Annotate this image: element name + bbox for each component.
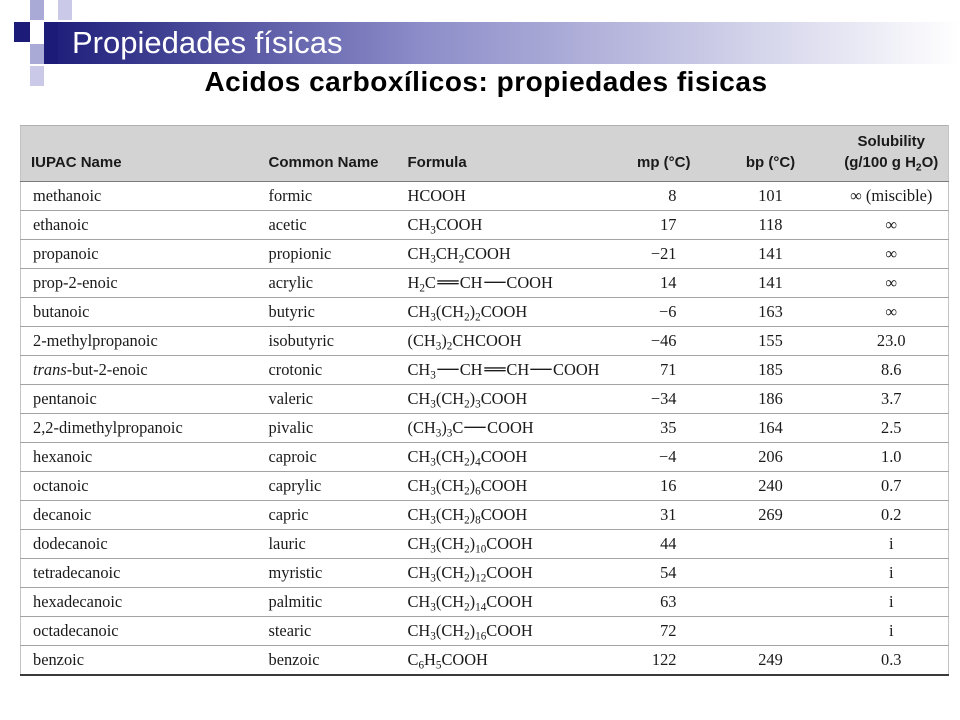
subscript: 3 xyxy=(446,427,453,440)
cell-solubility: 2.5 xyxy=(821,414,949,443)
text-segment: (CH xyxy=(435,302,465,321)
cell-formula xyxy=(398,327,601,356)
text-segment: COOH xyxy=(487,418,534,437)
cell-iupac-name: propanoic xyxy=(21,240,259,269)
cell-bp: 141 xyxy=(721,240,821,269)
slide-subtitle: Acidos carboxílicos: propiedades fisicas xyxy=(204,66,768,97)
cell-mp: 8 xyxy=(601,182,721,211)
cell-iupac-name: butanoic xyxy=(21,298,259,327)
cell-iupac-name: ethanoic xyxy=(21,211,259,240)
cell-solubility: i xyxy=(821,617,949,646)
subscript: 3 xyxy=(430,485,436,498)
text-segment: ) xyxy=(469,592,476,611)
text-segment: CH xyxy=(407,215,431,234)
text-segment: COOH xyxy=(486,534,533,553)
cell-iupac-name: 2-methylpropanoic xyxy=(21,327,259,356)
cell-bp: 185 xyxy=(721,356,821,385)
header-formula: Formula xyxy=(398,126,601,182)
subscript: 3 xyxy=(430,630,436,643)
cell-common-name: butyric xyxy=(259,298,398,327)
decor-square xyxy=(30,0,44,20)
text-segment: CH xyxy=(407,505,431,524)
cell-mp: 17 xyxy=(601,211,721,240)
text-segment: CH xyxy=(435,244,459,263)
cell-iupac-name: prop-2-enoic xyxy=(21,269,259,298)
cell-common-name: valeric xyxy=(259,385,398,414)
cell-mp: 14 xyxy=(601,269,721,298)
text-segment: COOH xyxy=(486,563,533,582)
subscript: 3 xyxy=(430,601,436,614)
text-segment: ) xyxy=(441,331,447,350)
subscript: 6 xyxy=(418,659,425,672)
cell-common-name: caprylic xyxy=(259,472,398,501)
table-row xyxy=(21,530,949,559)
cell-bp: 101 xyxy=(721,182,821,211)
text-segment: CH xyxy=(407,621,431,640)
text-segment: ) xyxy=(469,505,476,524)
table-row xyxy=(21,443,949,472)
subscript: 14 xyxy=(475,601,487,614)
text-segment: (CH xyxy=(407,418,436,437)
cell-solubility: ∞ xyxy=(821,211,949,240)
subscript: 2 xyxy=(464,630,470,643)
cell-formula xyxy=(398,501,601,530)
single-bond: ─ xyxy=(484,273,505,292)
text-segment: ) xyxy=(469,563,476,582)
cell-solubility: 1.0 xyxy=(821,443,949,472)
cell-bp: 249 xyxy=(721,646,821,675)
subscript: 2 xyxy=(464,543,470,556)
text-segment: C xyxy=(424,273,436,292)
cell-common-name: capric xyxy=(259,501,398,530)
cell-bp: 186 xyxy=(721,385,821,414)
text-segment: (CH xyxy=(435,447,465,466)
cell-formula xyxy=(398,617,601,646)
cell-mp: 44 xyxy=(601,530,721,559)
text-segment: (CH xyxy=(435,534,465,553)
cell-bp xyxy=(721,530,821,559)
text-segment: COOH xyxy=(480,505,528,524)
cell-common-name: acrylic xyxy=(259,269,398,298)
cell-bp: 118 xyxy=(721,211,821,240)
cell-bp xyxy=(721,559,821,588)
text-segment: (g/100 g H xyxy=(844,154,916,171)
subscript: 4 xyxy=(475,456,481,469)
cell-formula xyxy=(398,472,601,501)
cell-common-name: stearic xyxy=(259,617,398,646)
cell-solubility: ∞ xyxy=(821,298,949,327)
text-segment: (CH xyxy=(435,505,465,524)
text-segment: COOH xyxy=(480,476,528,495)
subscript: 12 xyxy=(475,572,487,585)
subscript: 2 xyxy=(464,398,470,411)
text-segment: CHCOOH xyxy=(452,331,522,350)
subscript: 2 xyxy=(915,162,922,174)
decor-square xyxy=(58,0,72,20)
text-segment: COOH xyxy=(486,621,533,640)
subscript: 5 xyxy=(435,659,442,672)
header-mp: mp (°C) xyxy=(601,126,721,182)
cell-iupac-name: hexanoic xyxy=(21,443,259,472)
cell-solubility: ∞ (miscible) xyxy=(821,182,949,211)
text-segment: ) xyxy=(469,447,476,466)
cell-mp: 122 xyxy=(601,646,721,675)
cell-common-name: myristic xyxy=(259,559,398,588)
cell-mp: −21 xyxy=(601,240,721,269)
cell-common-name: isobutyric xyxy=(259,327,398,356)
subscript: 3 xyxy=(435,340,442,353)
cell-mp: −4 xyxy=(601,443,721,472)
cell-common-name: benzoic xyxy=(259,646,398,675)
cell-mp: 71 xyxy=(601,356,721,385)
cell-bp: 163 xyxy=(721,298,821,327)
text-segment: COOH xyxy=(506,273,553,292)
text-segment: H xyxy=(424,649,436,669)
text-segment: CH xyxy=(506,360,530,379)
text-segment: COOH xyxy=(480,389,528,408)
text-segment: CH xyxy=(407,244,431,263)
table-header xyxy=(21,126,949,182)
cell-iupac-name: decanoic xyxy=(21,501,259,530)
cell-iupac-name: methanoic xyxy=(21,182,259,211)
header-solubility-line1: Solubility xyxy=(857,133,925,150)
text-segment: CH xyxy=(459,273,483,292)
text-segment: CH xyxy=(407,476,431,495)
cell-solubility: ∞ xyxy=(821,269,949,298)
text-segment: COOH xyxy=(553,360,600,379)
text-segment: HCOOH xyxy=(407,186,466,205)
single-bond: ─ xyxy=(437,360,459,379)
subscript: 3 xyxy=(430,572,436,585)
text-segment: CH xyxy=(459,360,483,379)
table-row xyxy=(21,182,949,211)
cell-solubility: 8.6 xyxy=(821,356,949,385)
cell-formula xyxy=(398,588,601,617)
cell-bp: 206 xyxy=(721,443,821,472)
cell-formula xyxy=(398,240,601,269)
table-row xyxy=(21,559,949,588)
decor-square xyxy=(14,22,30,42)
cell-formula xyxy=(398,385,601,414)
text-segment: ) xyxy=(469,534,476,553)
table-row xyxy=(21,327,949,356)
cell-common-name: pivalic xyxy=(259,414,398,443)
text-segment: (CH xyxy=(435,389,465,408)
cell-mp: −46 xyxy=(601,327,721,356)
cell-common-name: crotonic xyxy=(259,356,398,385)
subscript: 3 xyxy=(430,311,436,324)
text-segment: (CH xyxy=(407,331,436,350)
slide-title: Propiedades físicas xyxy=(72,25,343,60)
text-segment: -but-2-enoic xyxy=(66,360,148,379)
subscript: 3 xyxy=(430,224,436,237)
cell-bp xyxy=(721,617,821,646)
subscript: 6 xyxy=(475,485,481,498)
table-row xyxy=(21,298,949,327)
subscript: 3 xyxy=(475,398,481,411)
subscript: 8 xyxy=(475,514,481,527)
cell-iupac-name: octanoic xyxy=(21,472,259,501)
cell-mp: 54 xyxy=(601,559,721,588)
table-row xyxy=(21,356,949,385)
subscript: 3 xyxy=(430,369,436,382)
cell-formula xyxy=(398,530,601,559)
table-row xyxy=(21,646,949,675)
cell-formula xyxy=(398,356,601,385)
text-segment: CH xyxy=(407,360,431,379)
table-row xyxy=(21,240,949,269)
text-segment: COOH xyxy=(435,215,483,234)
subscript: 2 xyxy=(464,572,470,585)
text-segment: CH xyxy=(407,592,431,611)
text-segment: C xyxy=(407,649,419,669)
subscript: 3 xyxy=(430,456,436,469)
cell-iupac-name: hexadecanoic xyxy=(21,588,259,617)
cell-formula xyxy=(398,298,601,327)
table-row xyxy=(21,617,949,646)
table-row xyxy=(21,211,949,240)
decor-square xyxy=(44,22,58,64)
cell-common-name: formic xyxy=(259,182,398,211)
double-bond: ═ xyxy=(484,360,505,379)
subscript: 2 xyxy=(464,514,470,527)
cell-formula xyxy=(398,646,601,675)
subscript: 2 xyxy=(458,253,465,266)
cell-mp: 31 xyxy=(601,501,721,530)
cell-bp: 269 xyxy=(721,501,821,530)
cell-solubility: i xyxy=(821,559,949,588)
double-bond: ═ xyxy=(437,273,459,292)
text-segment: COOH xyxy=(486,592,533,611)
subscript: 3 xyxy=(430,253,436,266)
text-segment: COOH xyxy=(480,447,528,466)
subscript: 2 xyxy=(446,340,453,353)
table-row xyxy=(21,385,949,414)
subscript: 10 xyxy=(475,543,487,556)
cell-iupac-name: tetradecanoic xyxy=(21,559,259,588)
cell-formula xyxy=(398,443,601,472)
text-segment: COOH xyxy=(480,302,528,321)
table-row xyxy=(21,269,949,298)
text-segment: ) xyxy=(469,621,476,640)
cell-mp: 16 xyxy=(601,472,721,501)
header-solubility xyxy=(821,126,949,182)
cell-bp: 240 xyxy=(721,472,821,501)
text-segment: ) xyxy=(441,418,447,437)
cell-bp: 164 xyxy=(721,414,821,443)
subscript: 2 xyxy=(464,456,470,469)
cell-solubility: 23.0 xyxy=(821,327,949,356)
subscript: 3 xyxy=(430,398,436,411)
cell-formula xyxy=(398,182,601,211)
cell-common-name: propionic xyxy=(259,240,398,269)
table-row xyxy=(21,501,949,530)
italic-prefix: trans xyxy=(33,360,67,379)
cell-solubility: ∞ xyxy=(821,240,949,269)
cell-solubility: 0.2 xyxy=(821,501,949,530)
cell-mp: −6 xyxy=(601,298,721,327)
cell-formula xyxy=(398,414,601,443)
single-bond: ─ xyxy=(530,360,552,379)
table-row xyxy=(21,414,949,443)
header-iupac-name: IUPAC Name xyxy=(21,126,259,182)
text-segment: CH xyxy=(407,389,431,408)
subscript: 2 xyxy=(464,601,470,614)
subscript: 3 xyxy=(430,514,436,527)
header-row xyxy=(21,126,949,182)
cell-iupac-name: benzoic xyxy=(21,646,259,675)
cell-common-name: acetic xyxy=(259,211,398,240)
cell-solubility: i xyxy=(821,530,949,559)
cell-formula xyxy=(398,269,601,298)
carboxylic-acids-table xyxy=(20,125,949,676)
cell-mp: 63 xyxy=(601,588,721,617)
subscript: 3 xyxy=(430,543,436,556)
subscript: 2 xyxy=(464,311,470,324)
text-segment: (CH xyxy=(435,592,465,611)
text-segment: (CH xyxy=(435,476,465,495)
subscript: 16 xyxy=(475,630,487,643)
cell-bp: 155 xyxy=(721,327,821,356)
text-segment: CH xyxy=(407,534,431,553)
cell-iupac-name xyxy=(21,356,259,385)
cell-common-name: lauric xyxy=(259,530,398,559)
text-segment: CH xyxy=(407,563,431,582)
cell-mp: 35 xyxy=(601,414,721,443)
text-segment: COOH xyxy=(441,649,488,669)
cell-iupac-name: 2,2-dimethylpropanoic xyxy=(21,414,259,443)
header-common-name: Common Name xyxy=(259,126,398,182)
text-segment: CH xyxy=(407,447,431,466)
cell-common-name: palmitic xyxy=(259,588,398,617)
text-segment: ) xyxy=(469,389,476,408)
cell-solubility: 0.7 xyxy=(821,472,949,501)
cell-iupac-name: octadecanoic xyxy=(21,617,259,646)
table-body xyxy=(21,182,949,675)
header-bp: bp (°C) xyxy=(721,126,821,182)
cell-mp: −34 xyxy=(601,385,721,414)
header-solubility-line2 xyxy=(835,152,949,173)
text-segment: H xyxy=(407,273,420,292)
subscript: 2 xyxy=(419,282,425,295)
cell-bp: 141 xyxy=(721,269,821,298)
cell-bp xyxy=(721,588,821,617)
cell-common-name: caproic xyxy=(259,443,398,472)
cell-formula xyxy=(398,559,601,588)
cell-iupac-name: pentanoic xyxy=(21,385,259,414)
text-segment: (CH xyxy=(435,563,465,582)
text-segment: C xyxy=(452,418,464,437)
subscript: 2 xyxy=(475,311,481,324)
text-segment: ) xyxy=(469,476,476,495)
cell-iupac-name: dodecanoic xyxy=(21,530,259,559)
text-segment: COOH xyxy=(464,244,511,263)
text-segment: O) xyxy=(921,154,939,171)
cell-solubility: i xyxy=(821,588,949,617)
text-segment: (CH xyxy=(435,621,465,640)
cell-formula xyxy=(398,211,601,240)
table-row xyxy=(21,472,949,501)
cell-solubility: 0.3 xyxy=(821,646,949,675)
table-row xyxy=(21,588,949,617)
decor-square xyxy=(30,44,44,64)
cell-mp: 72 xyxy=(601,617,721,646)
cell-solubility: 3.7 xyxy=(821,385,949,414)
subscript: 2 xyxy=(464,485,470,498)
text-segment: ) xyxy=(469,302,476,321)
text-segment: CH xyxy=(407,302,431,321)
subscript: 3 xyxy=(435,427,442,440)
single-bond: ─ xyxy=(464,418,486,437)
